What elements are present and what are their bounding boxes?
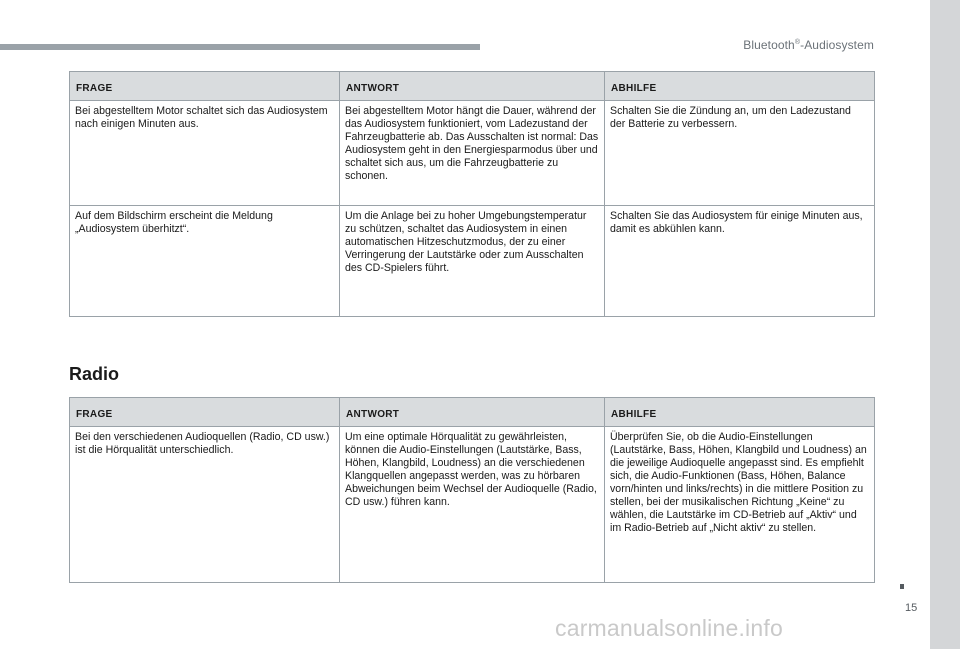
column-header-antwort: ANTWORT [340, 72, 605, 101]
table-row [70, 427, 875, 583]
header-title-prefix: Bluetooth [743, 38, 795, 52]
column-header-abhilfe: ABHILFE [605, 398, 875, 427]
column-header-frage: FRAGE [70, 398, 340, 427]
table-header-row [70, 398, 875, 427]
column-header-abhilfe: ABHILFE [605, 72, 875, 101]
remedy-cell: Schalten Sie die Zündung an, um den Ladezustand der Batterie zu verbessern. [605, 101, 875, 206]
column-header-frage: FRAGE [70, 72, 340, 101]
side-band [930, 0, 960, 649]
running-header [743, 38, 874, 52]
table-header-row [70, 72, 875, 101]
table-row [70, 101, 875, 206]
section-title-radio: Radio [69, 364, 120, 384]
watermark-link[interactable]: carmanualsonline.info [555, 615, 783, 641]
header-title-suffix: -Audiosystem [800, 38, 874, 52]
answer-cell: Um die Anlage bei zu hoher Umgebungstemperatur zu schützen, schaltet das Audiosystem in einen automatischen Hitzeschutzmodus, der zu einer Verringerung der Lautstärke oder zum Ausschalten des CD-Spielers führt. [340, 206, 605, 317]
table-row [70, 206, 875, 317]
question-cell: Auf dem Bildschirm erscheint die Meldung „Audiosystem überhitzt“. [70, 206, 340, 317]
remedy-cell: Überprüfen Sie, ob die Audio-Einstellungen (Lautstärke, Bass, Höhen, Klangbild und Loudness) an die jeweilige Audioquelle angepasst sind. Es empfiehlt sich, die Audio-Funktionen (Bass, Höhen, Balance vorn/hinten und links/rechts) in die mittlere Position zu stellen, bei der musikalischen Richtung „Keine“ zu wählen, die Lautstärke im CD-Betrieb auf „Aktiv“ und im Radio-Betrieb auf „Nicht aktiv“ zu stellen. [605, 427, 875, 583]
troubleshooting-table-radio [69, 397, 875, 583]
page-marker [900, 584, 904, 589]
troubleshooting-table-audio [69, 71, 875, 317]
remedy-cell: Schalten Sie das Audiosystem für einige Minuten aus, damit es abkühlen kann. [605, 206, 875, 317]
question-cell: Bei den verschiedenen Audioquellen (Radio, CD usw.) ist die Hörqualität unterschiedlich. [70, 427, 340, 583]
question-cell: Bei abgestelltem Motor schaltet sich das Audiosystem nach einigen Minuten aus. [70, 101, 340, 206]
answer-cell: Bei abgestelltem Motor hängt die Dauer, während der das Audiosystem funktioniert, vom Ladezustand der Fahrzeugbatterie ab. Das Ausschalten ist normal: Das Audiosystem geht in den Energiesparmodus über und schaltet sich aus, um die Fahrzeugbatterie zu schonen. [340, 101, 605, 206]
column-header-antwort: ANTWORT [340, 398, 605, 427]
page-number: 15 [905, 602, 918, 614]
answer-cell: Um eine optimale Hörqualität zu gewährleisten, können die Audio-Einstellungen (Lautstärke, Bass, Höhen, Klangbild, Loudness) an die verschiedenen Klangquellen angepasst werden, was zu hörbaren Abweichungen beim Wechsel der Audioquelle (Radio, CD usw.) führen kann. [340, 427, 605, 583]
header-rule [0, 44, 480, 50]
registered-mark: ® [794, 39, 801, 46]
